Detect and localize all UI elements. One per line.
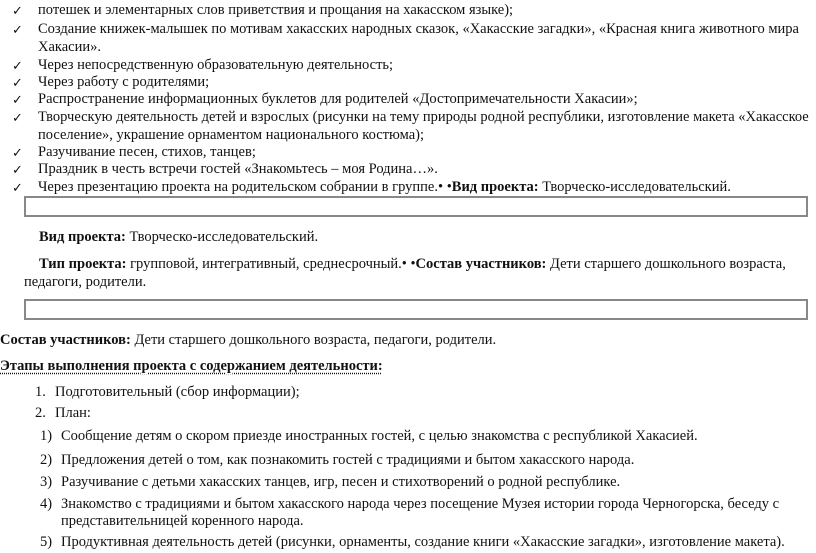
bullet-dots: • •	[438, 179, 452, 195]
checkmark-icon: ✓	[12, 111, 23, 126]
project-type-value: Творческо-исследовательский.	[538, 179, 731, 195]
project-type-line	[39, 229, 318, 246]
list-item: Разучивание с детьми хакасских танцев, игр, песен и стихотворений о родной республике.	[61, 474, 621, 490]
checkmark-icon: ✓	[12, 4, 23, 19]
list-item: Продуктивная деятельность детей (рисунки, орнаменты, создание книги «Хакасские загадки», изготовление макета).	[61, 534, 785, 550]
participants-value: Дети старшего дошкольного возраста,	[546, 256, 786, 272]
list-item: Распространение информационных буклетов для родителей «Достопримечательности Хакасии»;	[38, 91, 638, 107]
checkmark-icon: ✓	[12, 163, 23, 178]
checkmark-icon: ✓	[12, 59, 23, 74]
list-number: 3)	[40, 474, 53, 490]
checkmark-icon: ✓	[12, 76, 23, 91]
list-number: 4)	[40, 496, 53, 512]
checkmark-icon: ✓	[12, 146, 23, 161]
list-item: Через непосредственную образовательную деятельность;	[38, 57, 394, 73]
empty-box	[24, 299, 808, 320]
list-item-continuation: поселение», украшение орнаментом национального костюма);	[38, 127, 425, 143]
list-item: Предложения детей о том, как познакомить гостей с традициями и бытом хакасского народа.	[61, 452, 635, 468]
checkmark-icon: ✓	[12, 23, 23, 38]
list-item: Создание книжек-малышек по мотивам хакасских народных сказок, «Хакасские загадки», «Красная книга животного мира	[38, 21, 799, 37]
project-type-label: Вид проекта:	[39, 229, 126, 245]
project-kind-label: Тип проекта:	[39, 256, 127, 272]
checkmark-icon: ✓	[12, 181, 23, 196]
empty-box	[24, 196, 808, 217]
list-item: потешек и элементарных слов приветствия и прощания на хакасском языке);	[38, 2, 514, 18]
participants-value: Дети старшего дошкольного возраста, педагоги, родители.	[130, 332, 497, 348]
list-number: 2)	[40, 452, 53, 468]
list-item-continuation: представительницей коренного народа.	[61, 513, 304, 529]
list-item-text: Через презентацию проекта на родительском собрании в группе.	[38, 179, 438, 195]
list-number: 1)	[40, 428, 53, 444]
list-number: 2.	[35, 405, 46, 421]
list-item: Сообщение детям о скором приезде иностранных гостей, с целью знакомства с республикой Хакасией.	[61, 428, 698, 444]
list-number: 5)	[40, 534, 53, 550]
list-item	[38, 179, 731, 196]
participants-label: Состав участников:	[415, 256, 547, 272]
project-kind-continuation: педагоги, родители.	[24, 274, 147, 290]
list-item: Праздник в честь встречи гостей «Знакомьтесь – моя Родина…».	[38, 161, 438, 177]
bullet-dots: • •	[401, 256, 416, 272]
list-number: 1.	[35, 384, 46, 400]
list-item: Знакомство с традициями и бытом хакасского народа через посещение Музея истории города Черногорска, беседу с	[61, 496, 780, 512]
list-item: План:	[55, 405, 91, 421]
participants-label: Состав участников:	[0, 332, 131, 348]
project-kind-value: групповой, интегративный, среднесрочный.	[126, 256, 402, 272]
participants-line	[0, 332, 496, 349]
project-kind-line	[39, 256, 786, 273]
list-item: Подготовительный (сбор информации);	[55, 384, 300, 400]
list-item: Разучивание песен, стихов, танцев;	[38, 144, 256, 160]
stages-heading: Этапы выполнения проекта с содержанием деятельности:	[0, 358, 383, 374]
project-type-label: Вид проекта:	[451, 179, 539, 195]
list-item: Через работу с родителями;	[38, 74, 210, 90]
checkmark-icon: ✓	[12, 93, 23, 108]
project-type-value: Творческо-исследовательский.	[125, 229, 319, 245]
list-item-continuation: Хакасии».	[38, 39, 101, 55]
list-item: Творческую деятельность детей и взрослых (рисунки на тему природы родной республики, изготовление макета «Хакасское	[38, 109, 809, 125]
